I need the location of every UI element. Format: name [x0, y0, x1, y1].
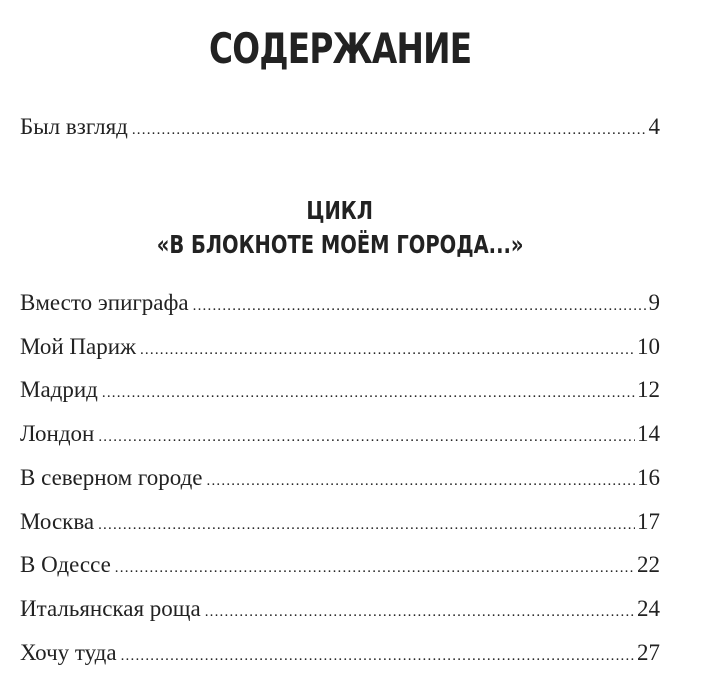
toc-entry-label: Мадрид — [20, 377, 98, 403]
dot-leader — [205, 604, 635, 621]
dot-leader — [132, 122, 647, 139]
dot-leader — [207, 473, 635, 490]
toc-entry-label: Итальянская роща — [20, 595, 201, 621]
dot-leader — [140, 342, 635, 359]
toc-entry[interactable] — [20, 465, 660, 491]
toc-entry-page: 22 — [637, 552, 660, 578]
toc-entry-label: Москва — [20, 508, 95, 534]
section-heading-text: ЦИКЛ — [306, 196, 374, 225]
dot-leader — [98, 517, 635, 534]
dot-leader — [193, 298, 647, 315]
dot-leader — [98, 429, 635, 446]
toc-entry[interactable] — [20, 114, 660, 140]
toc-entry-page: 27 — [637, 639, 660, 665]
dot-leader — [102, 385, 635, 402]
page-title — [0, 24, 680, 73]
page-title-text: СОДЕРЖАНИЕ — [208, 24, 472, 73]
toc-entry-page: 24 — [637, 595, 660, 621]
toc-entry-page: 4 — [648, 114, 660, 139]
toc-entry-page: 9 — [648, 290, 660, 315]
toc-entry-page: 14 — [637, 421, 660, 447]
toc-entry-label: Мой Париж — [20, 333, 136, 359]
section-heading-line2 — [0, 230, 680, 259]
toc-entry[interactable] — [20, 290, 660, 316]
section-heading-text: «В БЛОКНОТЕ МОЁМ ГОРОДА...» — [156, 230, 524, 259]
toc-entry[interactable] — [20, 552, 660, 578]
toc-entry[interactable] — [20, 334, 660, 360]
toc-entry-page: 17 — [637, 508, 660, 534]
dot-leader — [121, 648, 635, 665]
toc-entry-label: Лондон — [20, 421, 95, 447]
toc-entry-page: 10 — [637, 333, 660, 359]
toc-entry[interactable] — [20, 509, 660, 535]
dot-leader — [115, 560, 635, 577]
toc-entry-label: Вместо эпиграфа — [20, 290, 189, 315]
toc-entry-page: 12 — [637, 377, 660, 403]
toc-entry[interactable] — [20, 377, 660, 403]
toc-entry-page: 16 — [637, 464, 660, 490]
toc-entry-label: Был взгляд — [20, 114, 128, 139]
toc-entry-label: В Одессе — [20, 552, 111, 578]
toc-entry-label: В северном городе — [20, 464, 203, 490]
toc-entry[interactable] — [20, 421, 660, 447]
toc-entry[interactable] — [20, 640, 660, 666]
section-heading-line1 — [0, 196, 680, 225]
toc-entry-label: Хочу туда — [20, 639, 117, 665]
toc-entry[interactable] — [20, 596, 660, 622]
